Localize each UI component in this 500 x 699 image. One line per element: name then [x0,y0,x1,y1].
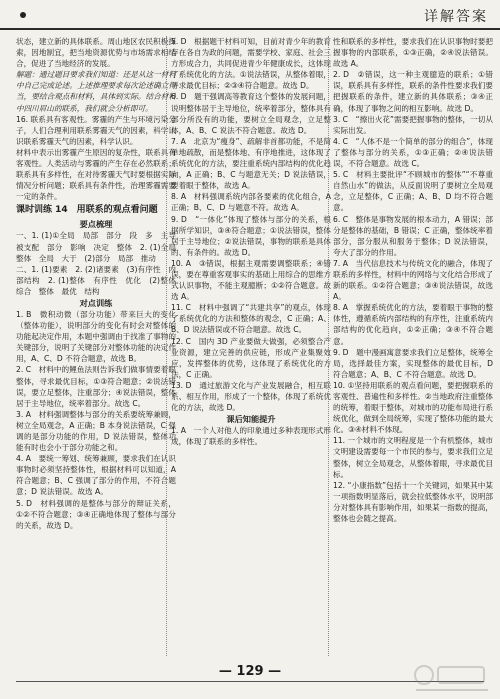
answer-paragraph: 2. D ②错误，这一种主观臆造的联系；①错误，联系具有多样性，联系的条件性要求我们要把握联系的条件，建立新的具体联系；③④正确，体现了事物之间的相互影响。故选 D。 [333,70,493,113]
answer-paragraph: 5. C 材料主要批评“不顾城市的整体”“不尊重自然山水”的做法，从反面说明了要树立全局观念，立足整体，C 正确；A、B、D 均不符合题意。 [333,170,493,213]
header-title: 详解答案 [424,9,488,25]
answer-paragraph: 1. A 一个人对他人的印象通过多种表现形式形成，体现了联系的多样性。 [171,426,331,447]
answer-paragraph: 10. A ③错误，根据主观需要调整联系；④错误，要在尊重客观事实的基础上用综合的思维方式认识事物，不能主观臆断；①②符合题意。故选 A。 [171,258,331,302]
answer-paragraph: 7. A 当代信息技术与传统文化的融合，体现了联系的多样性，材料中的网络与文化结合形成了新的联系。①②符合题意；③④说法错误，故选 A。 [333,258,493,302]
page-number-value: 129 [236,664,264,679]
answer-paragraph: 2. C 材料中的鲤鱼法则告诉我们做事情要着眼整体，寻求最优目标，①③符合题意；②说法错误，要立足整体，注重部分；④说法错误，整体居于主导地位，统率着部分。故选 C。 [16,365,176,408]
column-divider [166,36,167,656]
header-bullet-icon [20,12,26,18]
watermark-logo-icon [412,661,492,695]
answer-paragraph: 4. C “人体不是一个简单的部分的组合”，体现了整体与部分的关系，①③正确；②④说法错误，不符合题意。故选 C。 [333,136,493,169]
answer-paragraph: 二、1. (1)要素 2. (2)诸要素 (3)有序性 内部结构 2. (1)整体 有序性 优化 (2)整体 综合 整体 最优 结构 [16,264,176,296]
answer-paragraph: 16. 联系具有客观性。雾霾的产生与环境污染分子，人们合理利用联系雾霾天气的因素，科学认识联系雾霾天气的因素，科学认识。 [16,114,176,146]
column-divider [328,36,329,656]
answer-paragraph: 1. B 微积动微（部分功能）带来巨大的变化（整体功能），说明部分的变化有时会对整体的功能起决定作用，本题中强调由于找准了事物的关键部分，说明了关键部分对整体功能的决定作用，A、C、D 不符合题意，故选 B。 [16,309,176,364]
answer-paragraph: 13. D 通过旅游文化与产业发展融合，相互联系、相互作用，形成了一个整体，体现了系统优化的方法，故选 D。 [171,380,331,413]
section-heading: 课后知能提升 [226,414,276,425]
answer-paragraph: 8. A 掌握系统优化的方法，要着眼于事物的整体性，遵循系统内部结构的有序性，注重系统内部结构的优化趋向，①②正确；③④不符合题意。 [333,303,493,346]
answer-paragraph: 性和联系的多样性，要求我们在认识事物时要把握事物的内部联系，①③正确，②④说法错误。故选 A。 [333,37,493,69]
remark-paragraph: 解题：通过题目要求我们知道：还是从这一材料中自己完成论述。上述推理要求每次论述确立得当，要结合观点和材料，具体到实际。结合材料中四川眉山的联系，我们就会分析即可。 [16,70,176,113]
answer-paragraph: 8. A 材料强调系统内部各要素的优化组合，A 正确；B、C、D 与题意不符。故选 A。 [171,192,331,213]
page-header [0,0,500,34]
answer-paragraph: 12. “小康指数”包括十一个关键词，如果其中某一项指数明显落后，就会拉低整体水平，说明部分对整体具有影响作用，如果某一指数的提高，整体也会随之提高。 [333,480,493,524]
answer-paragraph: 4. A 要统一筹划、统筹兼顾，要求我们在认识事物时必须坚持整体性，根据材料可以知道，A 符合题意；B、C 强调了部分的作用，不符合题意；D 说法错误。故选 A。 [16,454,176,497]
answer-paragraph: 9. D “一体化”体现了整体与部分的关系，根据所学知识，③④符合题意；①说法错误，整体居于主导地位；②说法错误，事物的联系是具体的、有条件的。故选 D。 [171,214,331,257]
answer-paragraph: 11. C 材料中强调了“共建共享”的观点，体现了系统优化的方法和整体的观念，C 正确；A、B、D 说法错误或不符合题意。故选 C。 [171,303,331,335]
answer-paragraph: 7. A 北京为“瘦身”、疏解非首都功能，不是简单地疏散，而是整体地、有序地推进，这体现了系统优化的方法，要注重系统内部结构的优化趋向，A 正确；B、C 与题意无关；D 说法错误，要着眼于整体，故选 A。 [171,136,331,191]
answer-paragraph: 6. D 题干强调高等教育这个整体的发展问题，说明整体居于主导地位，统率着部分，整体具有部分所没有的功能，要树立全局观念，立足整体，A、B、C 说法不符合题意。故选 D。 [171,92,331,135]
answer-paragraph: 6. C 整体是事物发展的根本动力，A 错误；部分是整体的基础，B 错误；C 正确，整体统率着部分，部分服从和服务于整体；D 说法错误，夸大了部分的作用。 [333,214,493,257]
answer-paragraph: 10. ①坚持用联系的观点看问题，要把握联系的客观性、普遍性和多样性。②当地政府注重整体的统筹，着眼于整体，对城市的功能布局进行系统优化，做到全局统筹，实现了整体功能的最大化。③④材料不体现。 [333,380,493,435]
answer-paragraph: 一、1. (1)①全局 局部 部分 段 多 主导 被支配 部分 影响 决定 整体 2. (1)全局 整体 全局 大于 (2)部分 局部 推动 [16,231,176,263]
header-rule [0,28,500,30]
answer-paragraph: 11. 一个城市的文明程度是一个有机整体，城市文明建设需要每一个市民的参与，要求我们立足整体，树立全局观念，从整体着眼，寻求最优目标。 [333,436,493,479]
section-heading: 对点训练 [79,297,113,308]
answer-paragraph: 5. D 材料强调的是整体与部分的辩证关系，①②不符合题意；③④正确地体现了整体与部分的关系，故选 D。 [16,498,176,530]
text-column-right [333,36,493,656]
text-column-middle [171,36,331,656]
page-number: — 129 — [218,664,282,679]
lesson-heading: 课时训练 14 用联系的观点看问题 [16,205,158,216]
section-heading: 要点梳理 [79,219,113,230]
answer-paragraph: 9. D 题中漫画寓意要求我们立足整体，统筹全局，选择最佳方案，实现整体的最优目标，D 符合题意；A、B、C 不符合题意。故选 D。 [333,347,493,379]
answer-paragraph: 状态，建立新的具体联系。周山地区农民积极探索，因地制宜，把当地资源优势与市场需求相结合，促进了当地经济的发展。 [16,37,176,69]
answer-paragraph: 3. A 材料强调整体与部分的关系要统筹兼顾，树立全局观念，A 正确；B 本身说法错误，C 强调的是部分功能的作用，D 说法错误，整体功能有时也会小于部分功能之和。 [16,409,176,453]
answer-paragraph: 12. C 国内 3D 产业要做大做强，必须整合产业资源，建立完善的供应链，形成产业集聚效应，发挥整体的优势，这体现了系统优化的方法，C 正确。 [171,336,331,379]
answer-paragraph: 材料中表示出雾霾产生原因的复杂性，联系具有客观性。人类活动与雾霾的产生存在必然联系；联系具有多样性，在对待雾霾天气时要根据实际情况分析问题；联系具有条件性，治理雾霾需要一定的条件。 [16,147,176,202]
answer-paragraph: 3. C “擦出火花”需要把握事物的整体，一切从实际出发。 [333,114,493,135]
text-column-left [16,36,176,656]
answer-paragraph: 5. D 根据题干材料可知，目前对青少年的教育存在各自为政的问题，需要学校、家庭、社会三方形成合力，共同促进青少年健康成长，这体现了系统优化的方法。①说法错误，从整体着眼，寻求最优目标；②③④符合题意。故选 D。 [171,37,331,91]
